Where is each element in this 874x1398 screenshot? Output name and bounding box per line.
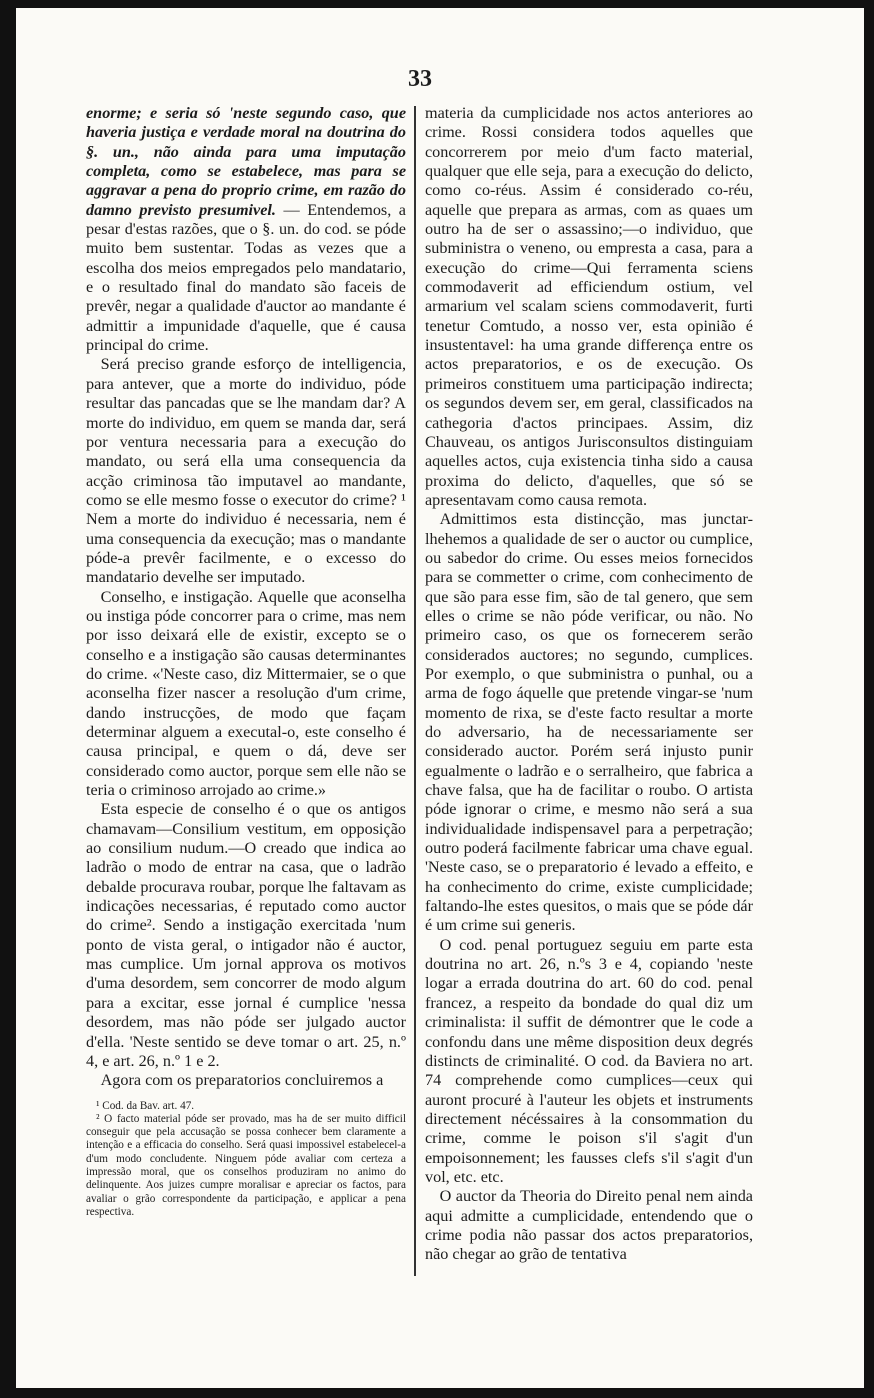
paragraph: Esta especie de conselho é o que os antigos chamavam—Consilium vestitum, em opposição ao consilium nudum.—O creado que indica ao ladrão o modo de entrar na casa, que o ladrão debalde procurava roubar, porque lhe faltavam as indicações necessarias, é reputado como auctor do crime². Sendo a instigação exercitada 'num ponto de vista geral, o intigador não é auctor, mas cumplice. Um jornal approva os motivos d'uma desordem, sem concorrer de modo algum para a excitar, esse jornal é cumplice 'nessa desordem, mas não póde ser julgado auctor d'ella. 'Neste sentido se deve tomar o art. 25, n.º 4, e art. 26, n.º 1 e 2.: [86, 800, 406, 1070]
opening-paragraph: [86, 104, 406, 355]
page-number: 33: [408, 66, 432, 92]
paragraph: Conselho, e instigação. Aquelle que aconselha ou instiga póde concorrer para o crime, mas nem por isso deixará elle de existir, excepto se o conselho e a instigação são causas determinantes do crime. «'Neste caso, diz Mittermaier, se o que aconselha fizer nascer a resolução d'um crime, dando instrucções, de modo que façam determinar alguem a executal-o, este conselho é causa principal, e quem o dá, deve ser considerado como auctor, porque sem elle não se teria o criminoso arrojado ao crime.»: [86, 587, 406, 800]
footnote: ² O facto material póde ser provado, mas ha de ser muito difficil conseguir que pela accusação se possa conhecer bem claramente a intenção e a efficacia do conselho. Será quasi impossivel estabelecel-a d'um modo concludente. Ninguem póde avaliar com certeza a impressão moral, que os conselhos produziram no animo do delinquente. Aos juizes cumpre moralisar e apreciar os factos, para avaliar o grão correspondente da participação, e applicar a pena respectiva.: [86, 1112, 406, 1218]
footnotes: [86, 1100, 406, 1220]
paragraph: Será preciso grande esforço de intelligencia, para antever, que a morte do individuo, póde resultar das pancadas que se lhe mandam dar? A morte do individuo, em quem se manda dar, será por ventura necessaria para a execução do mandato, ou será ella uma consequencia da acção criminosa tão imputavel ao mandante, como se elle mesmo fosse o executor do crime? ¹ Nem a morte do individuo é necessaria, nem é uma consequencia da execução; mas o mandante póde-a prevêr facilmente, e o excesso do mandatario develhe ser imputado.: [86, 355, 406, 587]
opening-text: — Entendemos, a pesar d'estas razões, que o §. un. do cod. se póde muito bem sustentar. Todas as vezes que a escolha dos meios empregados pelo mandatario, e o resultado final do mandato são faceis de prevêr, negar a qualidade d'auctor ao mandante é admittir a impunidade d'aquelle, que é causa principal do crime.: [86, 200, 406, 355]
paragraph: O auctor da Theoria do Direito penal nem ainda aqui admitte a cumplicidade, entendendo que o crime podia não passar dos actos preparatorios, não chegar ao grão de tentativa: [425, 1187, 753, 1264]
left-column: [86, 104, 406, 1219]
paragraph: materia da cumplicidade nos actos anteriores ao crime. Rossi considera todos aquelles que concorrerem por meio d'um facto material, qualquer que elle seja, para a execução do delicto, como co-réus. Assim é considerado co-réu, aquelle que prepara as armas, com as quaes um outro ha de ser o assassino;—o individuo, que subministra o veneno, ou empresta a casa, para a execução do crime—Qui ferramenta sciens commodaverit ad efficiendum ostium, vel armarium vel scalam sciens commodaverit, furti tenetur Comtudo, a nosso ver, esta opinião é insustentavel: ha uma grande differença entre os actos preparatorios, e os de execução. Os primeiros constituem uma participação indirecta; os segundos devem ser, em geral, classificados na cathegoria d'actos principaes. Assim, diz Chauveau, os antigos Jurisconsultos distinguiam aquelles actos, cuja existencia tinha sido a causa proxima do delicto, d'aquelles, que só se apresentavam como causa remota.: [425, 104, 753, 509]
right-column: [425, 104, 753, 1265]
paragraph: O cod. penal portuguez seguiu em parte esta doutrina no art. 26, n.ºs 3 e 4, copiando 'neste logar a errada doutrina do art. 60 do cod. penal francez, a respeito da bondade do qual diz um criminalista: il suffit de démontrer que le code a confondu dans une même disposition deux degrés distincts de criminalité. O cod. da Baviera no art. 74 comprehende como cumplices—ceux qui auront procuré à l'auteur les objets et instruments directement nécéssaires à la consommation du crime, comme le poison s'il s'agit d'un empoisonnement; les fausses clefs s'il s'agit d'un vol, etc. etc.: [425, 935, 753, 1186]
paragraph: Agora com os preparatorios concluiremos a: [100, 1071, 384, 1090]
opening-italic-text: enorme; e seria só 'neste segundo caso, que haveria justiça e verdade moral na doutrina do §. un., não ainda para uma imputação completa, como se estabelece, mas para se aggravar a pena do proprio crime, em razão do damno previsto presumivel.: [86, 104, 406, 219]
column-divider: [414, 106, 416, 1276]
footnote: ¹ Cod. da Bav. art. 47.: [96, 1099, 195, 1112]
paragraph: Admittimos esta distincção, mas junctar-lhehemos a qualidade de ser o auctor ou cumplice, ou sabedor do crime. Ou esses meios fornecidos para se commetter o crime, com conhecimento de que são para esse fim, são de tal genero, que sem elles o crime se não póde verificar, ou não. No primeiro caso, os que os fornecerem serão considerados auctores; no segundo, cumplices. Por exemplo, o que subministra o punhal, ou a arma de fogo áquelle que pretende vingar-se 'num momento de rixa, se d'este facto resultar a morte do adversario, ha de necessariamente ser considerado auctor. Porém será injusto punir egualmente o ladrão e o serralheiro, que fabrica a chave falsa, que ha de facilitar o roubo. O artista póde ignorar o crime, e mesmo não será a sua individualidade indispensavel para a perpetração; outro poderá facilmente fabricar uma chave egual. 'Neste caso, se o preparatorio é levado a effeito, e ha conhecimento do crime, existe cumplicidade; faltando-lhe estes quesitos, o mais que se póde dár é um crime sui generis.: [425, 510, 753, 935]
